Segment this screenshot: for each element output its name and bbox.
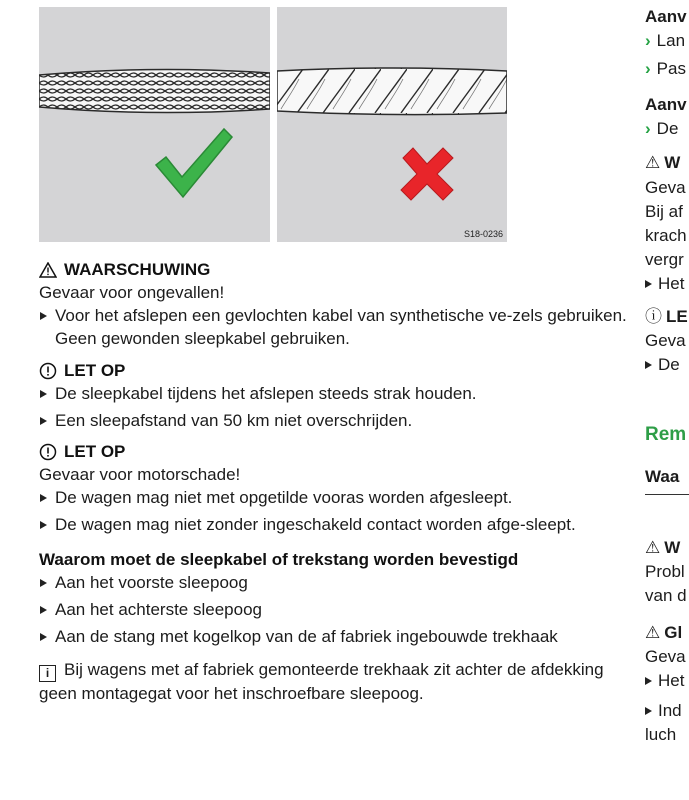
right-line: De xyxy=(645,354,680,376)
right-line: luch xyxy=(645,725,677,744)
warning-title: WAARSCHUWING xyxy=(64,260,211,279)
list-item: De wagen mag niet zonder ingeschakeld contact worden afge-sleept. xyxy=(39,513,629,536)
attachment-section xyxy=(39,549,629,648)
braided-rope-panel xyxy=(39,7,270,242)
twisted-rope-panel xyxy=(277,7,507,242)
right-line: Geva xyxy=(645,647,686,666)
list-item: Voor het afslepen een gevlochten kabel van synthetische ve-zels gebruiken. Geen gewonden sleepkabel gebruiken. xyxy=(39,304,629,350)
right-line: Bij af xyxy=(645,202,683,221)
chevron-right-icon: › xyxy=(645,119,651,138)
note-list xyxy=(39,486,629,536)
right-line: vergr xyxy=(645,250,684,269)
chevron-right-icon: › xyxy=(645,31,651,50)
right-line: › Pas xyxy=(645,59,686,78)
exclamation-circle-icon xyxy=(39,362,57,380)
attachment-heading: Waarom moet de sleepkabel of trekstang worden bevestigd xyxy=(39,550,519,569)
right-heading: ⚠ W xyxy=(645,538,681,557)
rope-figure xyxy=(39,0,629,243)
right-line: Probl xyxy=(645,562,685,581)
list-item: Aan het achterste sleepoog xyxy=(39,598,629,621)
warning-heading xyxy=(39,259,629,281)
right-line: Geva xyxy=(645,178,686,197)
right-column-clipped xyxy=(645,0,689,800)
chevron-right-icon: › xyxy=(645,59,651,78)
right-heading: ⚠ W xyxy=(645,153,681,172)
exclamation-circle-icon xyxy=(39,443,57,461)
note-list xyxy=(39,382,629,432)
note-heading xyxy=(39,441,629,463)
attachment-list xyxy=(39,571,629,648)
note-heading xyxy=(39,360,629,382)
info-note xyxy=(39,658,629,706)
right-line: krach xyxy=(645,226,687,245)
figure-id: S18-0236 xyxy=(463,229,503,239)
right-heading: ⚠ Gl xyxy=(645,623,683,642)
list-item: De wagen mag niet met opgetilde vooras worden afgesleept. xyxy=(39,486,629,509)
right-divider xyxy=(645,494,689,495)
left-column xyxy=(39,0,629,706)
right-line: van d xyxy=(645,586,687,605)
right-heading: Aanv xyxy=(645,7,687,26)
right-line: › De xyxy=(645,119,679,138)
list-item: De sleepkabel tijdens het afslepen steeds strak houden. xyxy=(39,382,629,405)
warning-list xyxy=(39,304,629,350)
right-heading: Waa xyxy=(645,467,680,486)
twisted-rope-illustration xyxy=(277,63,507,119)
warning-triangle-icon xyxy=(39,262,57,278)
right-line: Geva xyxy=(645,331,686,350)
right-heading: ⓘ LE xyxy=(645,307,688,326)
right-line: Het xyxy=(645,670,684,692)
note-subtitle: Gevaar voor motorschade! xyxy=(39,465,241,484)
note-title: LET OP xyxy=(64,361,126,380)
note-title: LET OP xyxy=(64,442,126,461)
list-item: Een sleepafstand van 50 km niet overschrijden. xyxy=(39,409,629,432)
list-item: Aan het voorste sleepoog xyxy=(39,571,629,594)
right-heading: Aanv xyxy=(645,95,687,114)
right-section-title: Rem xyxy=(645,424,687,445)
right-line: › Lan xyxy=(645,31,686,50)
warning-section xyxy=(39,259,629,350)
check-icon xyxy=(152,125,236,203)
braided-rope-illustration xyxy=(39,63,270,119)
right-line: Het xyxy=(645,273,684,295)
cross-icon xyxy=(397,144,457,202)
note-section-2 xyxy=(39,441,629,536)
info-text: Bij wagens met af fabriek gemonteerde trekhaak zit achter de afdekking geen montagegat voor het inschroefbare sleepoog. xyxy=(39,660,604,703)
list-item: Aan de stang met kogelkop van de af fabriek ingebouwde trekhaak xyxy=(39,625,629,648)
warning-subtitle: Gevaar voor ongevallen! xyxy=(39,283,225,302)
info-icon: i xyxy=(39,665,56,682)
note-section-1 xyxy=(39,360,629,432)
right-line: Ind xyxy=(645,700,682,722)
